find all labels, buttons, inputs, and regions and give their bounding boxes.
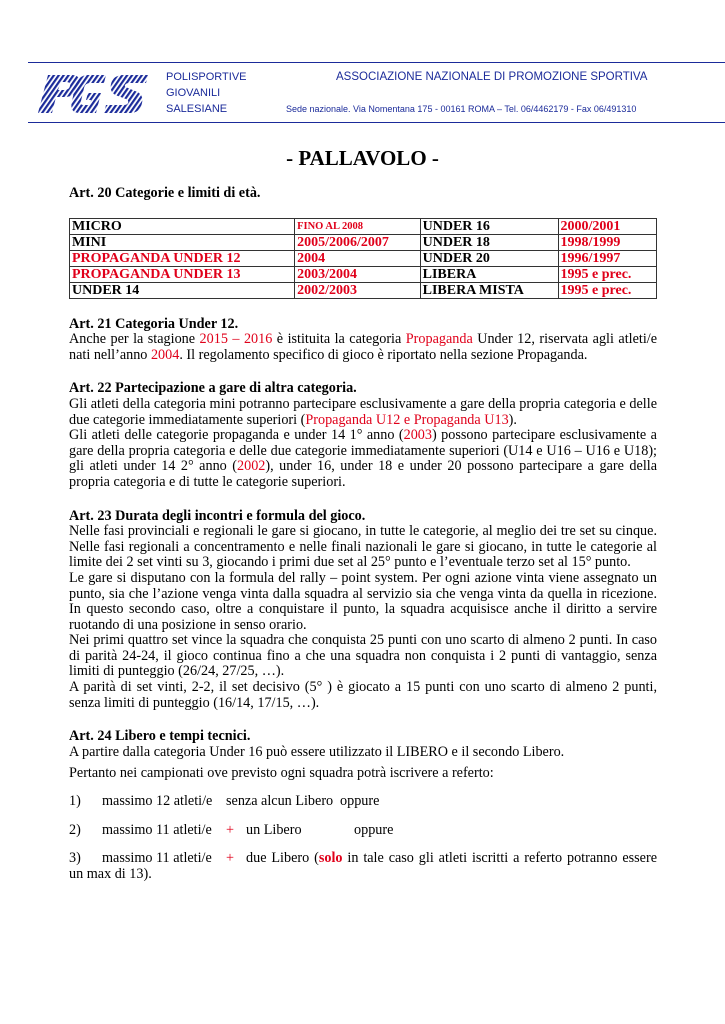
header-bottom-rule bbox=[28, 122, 725, 123]
table-cell: 2004 bbox=[295, 250, 421, 266]
art23-paragraph-1: Nelle fasi provinciali e regionali le gare si giocano, in tutte le categorie, al meglio dei tre set su cinque. Nelle fasi regionali a concentramento e nelle finali nazionali le gare si giocano, in tutte le categorie al limite dei 2 set vinti su 3, giocando i primi due set al 25° punto e l’eventuale terzo set al 15° punto. bbox=[69, 523, 657, 571]
table-cell: 1995 e prec. bbox=[558, 282, 656, 298]
table-cell: LIBERA bbox=[420, 266, 558, 282]
org-line-1: POLISPORTIVE bbox=[166, 71, 247, 83]
art21-paragraph: Anche per la stagione 2015 – 2016 è istituita la categoria Propaganda Under 12, riservata agli atleti/e nati nell’anno 2004. Il regolamento specifico di gioco è riportato nella sezione Propaganda. bbox=[69, 331, 657, 363]
table-cell: 2002/2003 bbox=[295, 282, 421, 298]
pgs-logo bbox=[36, 71, 154, 115]
table-row bbox=[70, 218, 657, 234]
table-cell: PROPAGANDA UNDER 12 bbox=[70, 250, 295, 266]
table-cell: 2000/2001 bbox=[558, 218, 656, 234]
table-row bbox=[70, 266, 657, 282]
art24-paragraph-2: Pertanto nei campionati ove previsto ogni squadra potrà iscrivere a referto: bbox=[69, 765, 494, 782]
art24-paragraph-1: A partire dalla categoria Under 16 può essere utilizzato il LIBERO e il secondo Libero. bbox=[69, 743, 565, 760]
table-cell: UNDER 16 bbox=[420, 218, 558, 234]
list-item: 2) massimo 11 atleti/e + un Libero oppure bbox=[69, 821, 394, 838]
list-item: 3) massimo 11 atleti/e + due Libero (solo in tale caso gli atleti iscritti a referto potranno essere un max di 13). bbox=[69, 850, 657, 882]
art22-paragraph-1: Gli atleti della categoria mini potranno partecipare esclusivamente a gare della propria categoria e delle due categorie immediatamente superiori (Propaganda U12 e Propaganda U13). bbox=[69, 395, 657, 428]
table-row bbox=[70, 250, 657, 266]
table-cell: 1996/1997 bbox=[558, 250, 656, 266]
page-title: - PALLAVOLO - bbox=[286, 146, 439, 170]
category-table bbox=[69, 218, 657, 299]
table-cell: 1995 e prec. bbox=[558, 266, 656, 282]
art23-heading: Art. 23 Durata degli incontri e formula del gioco. bbox=[69, 507, 366, 524]
headquarters-address: Sede nazionale. Via Nomentana 175 - 00161 ROMA – Tel. 06/4462179 - Fax 06/491310 bbox=[286, 104, 637, 114]
table-cell: 1998/1999 bbox=[558, 234, 656, 250]
letterhead bbox=[0, 0, 725, 125]
association-name: ASSOCIAZIONE NAZIONALE DI PROMOZIONE SPORTIVA bbox=[336, 71, 648, 83]
art23-paragraph-3: Nei primi quattro set vince la squadra che conquista 25 punti con uno scarto di almeno 2 punti. In caso di parità 24-24, il gioco continua fino a che una squadra non conquista i 2 punti di vantaggio, senza limiti di punteggio (26/24, 27/25, …). bbox=[69, 632, 657, 680]
table-cell: 2003/2004 bbox=[295, 266, 421, 282]
art22-heading: Art. 22 Partecipazione a gare di altra categoria. bbox=[69, 380, 357, 397]
art22-paragraph-2: Gli atleti delle categorie propaganda e under 14 1° anno (2003) possono partecipare esclusivamente a gare della propria categoria e delle due categorie immediatamente superiori (U14 e U16 – U16 e U18); gli atleti under 14 2° anno (2002), under 16, under 18 e under 20 possono partecipare a gare della propria categoria e di tutte le categorie superiori. bbox=[69, 427, 657, 490]
art20-heading: Art. 20 Categorie e limiti di età. bbox=[69, 185, 261, 201]
art23-paragraph-2: Le gare si disputano con la formula del rally – point system. Per ogni azione vinta viene assegnato un punto, sia che l’azione venga vinta dalla squadra al servizio sia che venga vinta da quella in ricezione. In questo secondo caso, oltre a conquistare il punto, la squadra acquisisce anche il diritto a servire ruotando di una posizione in senso orario. bbox=[69, 569, 657, 633]
document-body bbox=[69, 186, 657, 882]
header-top-rule bbox=[28, 62, 725, 63]
table-cell: PROPAGANDA UNDER 13 bbox=[70, 266, 295, 282]
table-cell: MICRO bbox=[70, 218, 295, 234]
org-line-2: GIOVANILI bbox=[166, 87, 221, 99]
table-cell: MINI bbox=[70, 234, 295, 250]
table-cell: LIBERA MISTA bbox=[420, 282, 558, 298]
org-line-3: SALESIANE bbox=[166, 103, 228, 115]
table-cell: UNDER 14 bbox=[70, 282, 295, 298]
table-cell: FINO AL 2008 bbox=[295, 218, 421, 234]
table-cell: 2005/2006/2007 bbox=[295, 234, 421, 250]
art24-heading: Art. 24 Libero e tempi tecnici. bbox=[69, 728, 251, 745]
table-row bbox=[70, 282, 657, 298]
art21-heading: Art. 21 Categoria Under 12. bbox=[69, 315, 239, 332]
table-cell: UNDER 20 bbox=[420, 250, 558, 266]
table-cell: UNDER 18 bbox=[420, 234, 558, 250]
list-item: 1) massimo 12 atleti/e senza alcun Libero oppure bbox=[69, 793, 380, 810]
table-row bbox=[70, 234, 657, 250]
art23-paragraph-4: A parità di set vinti, 2-2, il set decisivo (5° ) è giocato a 15 punti con uno scarto di almeno 2 punti, senza limiti di punteggio (16/14, 17/15, …). bbox=[69, 679, 657, 711]
